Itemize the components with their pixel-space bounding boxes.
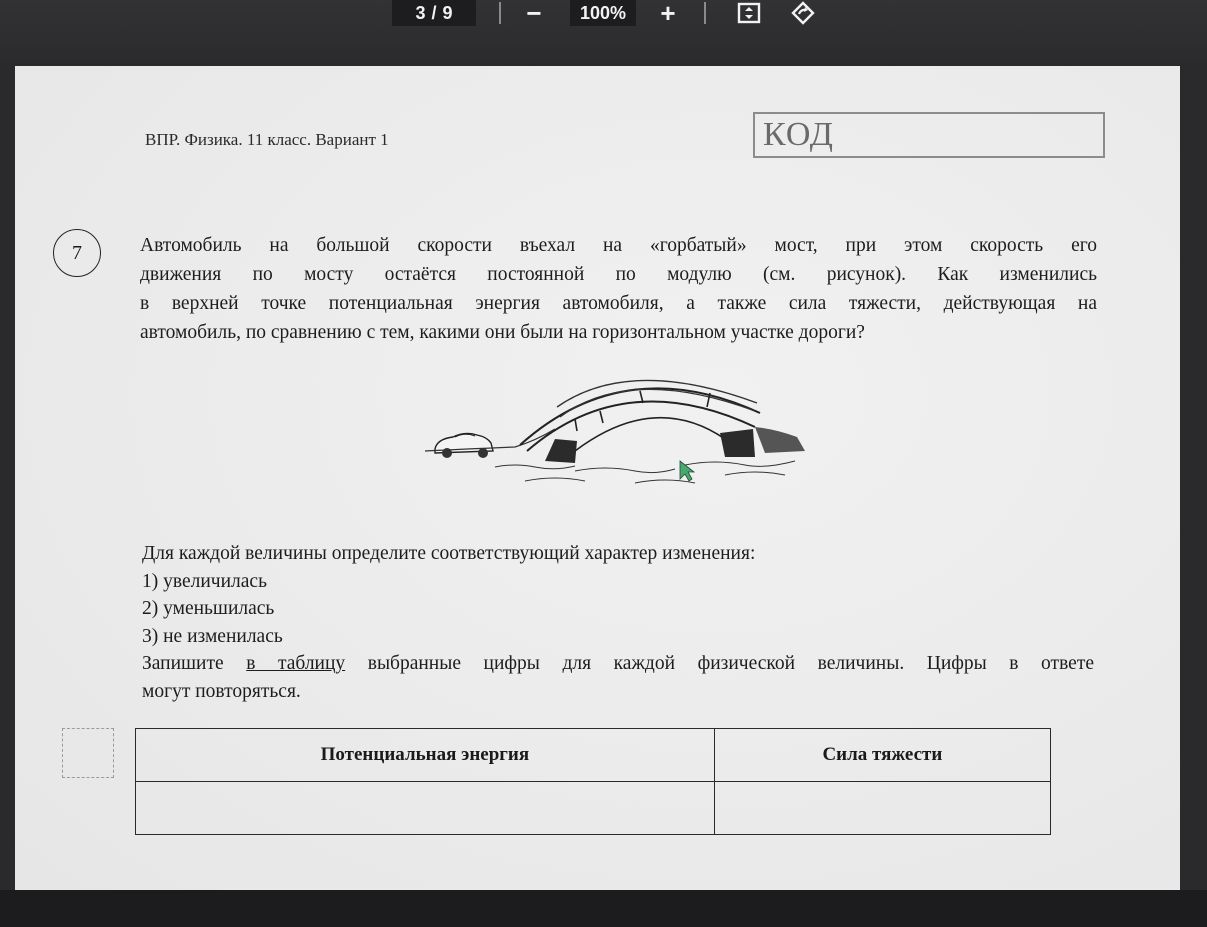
pdf-toolbar — [0, 0, 1207, 64]
option-item: 2) уменьшилась — [142, 598, 275, 619]
write-instruction-end: могут повторяться. — [142, 680, 301, 702]
option-item: 1) увеличилась — [142, 570, 267, 592]
car-illustration — [435, 433, 493, 458]
question-line: автомобиль, по сравнению с тем, какими они были на горизонтальном участке дороги? — [140, 322, 865, 343]
answer-table — [135, 728, 1051, 835]
answer-cell-potential-energy[interactable] — [136, 782, 715, 835]
write-rest: выбранные цифры для каждой физической величины. Цифры в ответе — [345, 653, 1094, 674]
toolbar-divider — [704, 2, 706, 24]
question-text — [140, 231, 1097, 347]
option-item: 3) не изменилась — [142, 625, 283, 647]
current-page[interactable]: 3 — [415, 2, 426, 23]
zoom-out-button[interactable]: − — [526, 0, 542, 28]
instructions — [142, 540, 1094, 705]
write-instruction — [142, 650, 1094, 678]
code-label: КОД — [763, 116, 834, 153]
write-prefix: Запишите — [142, 653, 247, 674]
page-indicator[interactable] — [392, 0, 476, 26]
fit-page-button[interactable] — [732, 0, 766, 26]
rotate-button[interactable] — [786, 0, 820, 26]
question-number: 7 — [53, 229, 101, 277]
table-row — [136, 782, 1051, 835]
question-line: движения по мосту остаётся постоянной по модулю (см. рисунок). Как изменились — [140, 264, 1097, 285]
question-line: Автомобиль на большой скорости въехал на «горбатый» мост, при этом скорость его — [140, 235, 1097, 256]
pdf-page — [15, 66, 1180, 890]
toolbar-divider — [499, 2, 501, 24]
total-pages: 9 — [442, 2, 453, 23]
question-line: в верхней точке потенциальная энергия автомобиля, а также сила тяжести, действующая на — [140, 293, 1097, 314]
bridge-illustration — [425, 371, 825, 496]
answer-cell-gravity-force[interactable] — [714, 782, 1050, 835]
column-header-gravity-force: Сила тяжести — [714, 729, 1050, 782]
table-header-row — [136, 729, 1051, 782]
screen-bottom-bezel — [0, 890, 1207, 927]
instruction-text: Для каждой величины определите соответствующий характер изменения: — [142, 543, 756, 564]
score-box — [62, 728, 114, 778]
zoom-level[interactable]: 100% — [570, 0, 636, 26]
table-link[interactable]: в таблицу — [246, 653, 346, 674]
code-box — [753, 112, 1105, 158]
fit-page-icon — [736, 1, 762, 25]
rotate-icon — [789, 0, 817, 26]
zoom-in-button[interactable]: + — [660, 0, 676, 28]
page-separator: / — [431, 2, 437, 23]
column-header-potential-energy: Потенциальная энергия — [136, 729, 715, 782]
document-header: ВПР. Физика. 11 класс. Вариант 1 — [145, 130, 389, 149]
